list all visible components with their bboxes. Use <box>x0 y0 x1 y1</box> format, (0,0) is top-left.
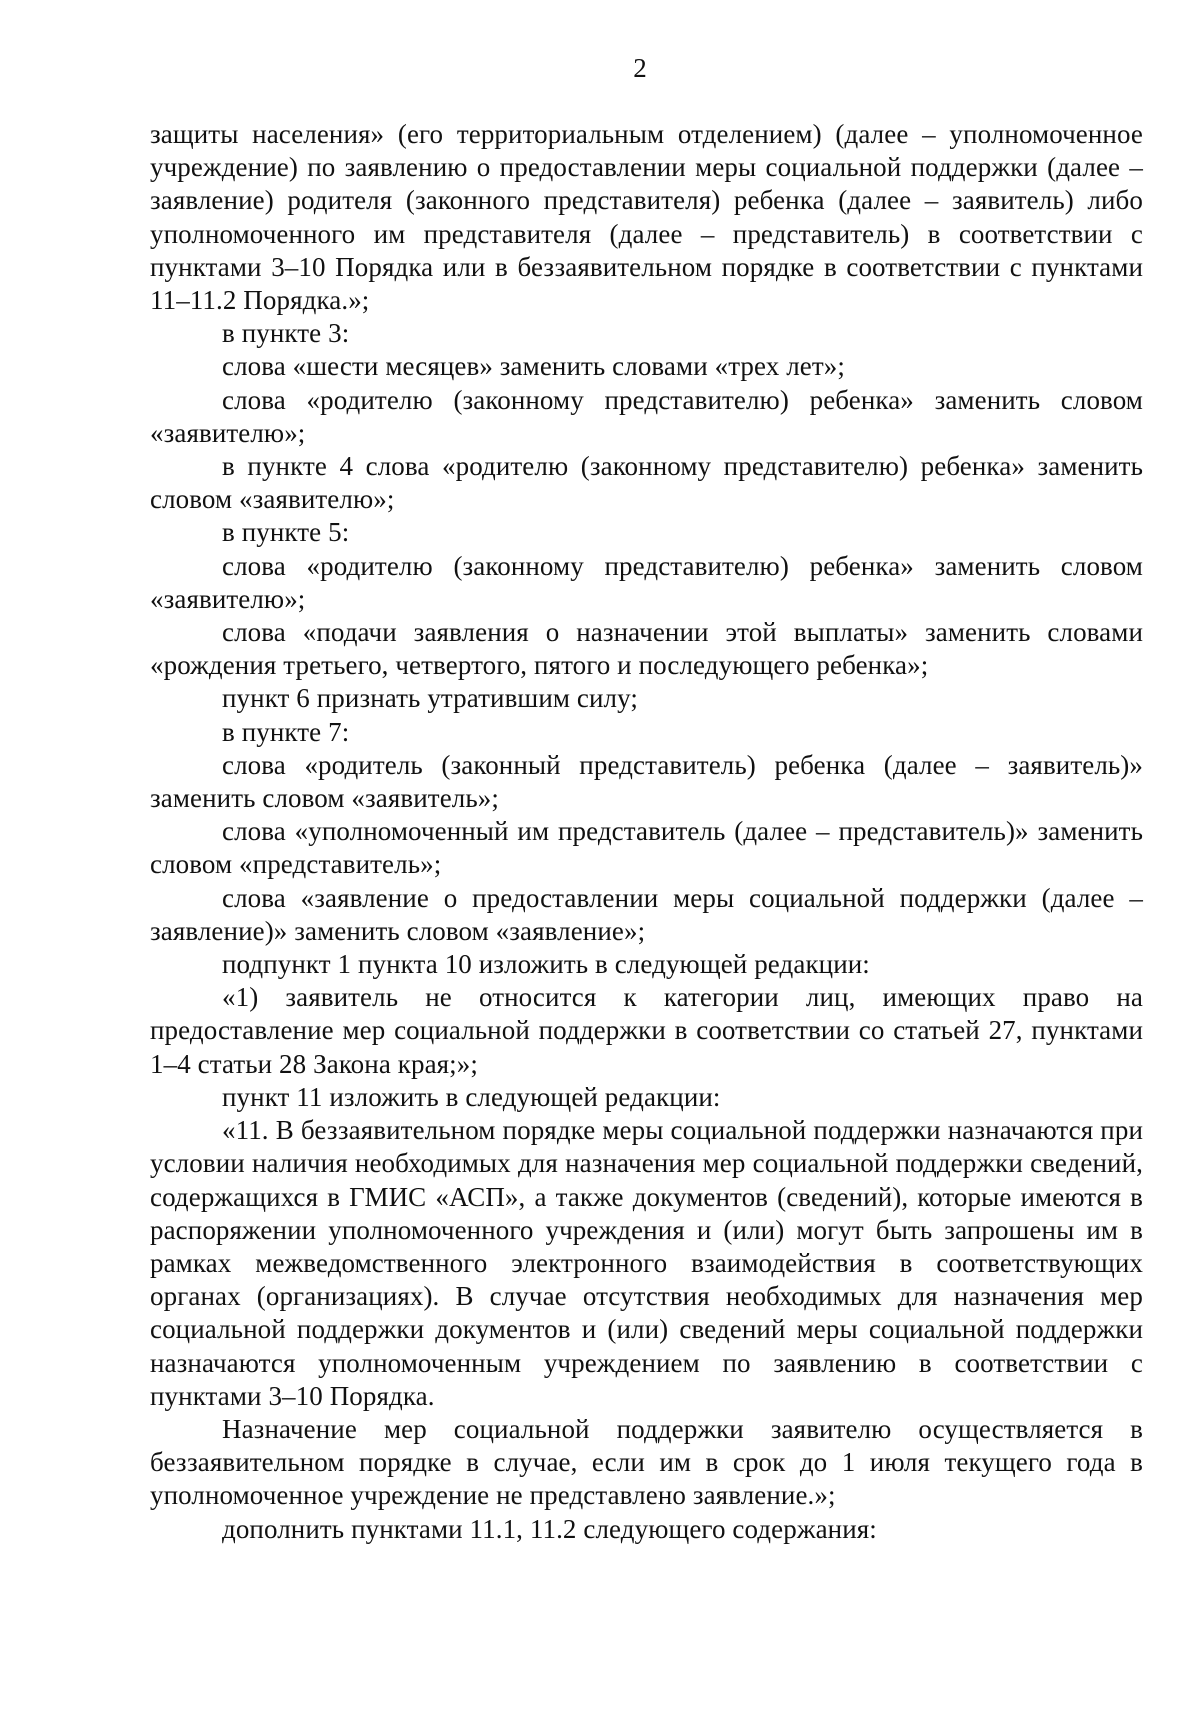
paragraph: Назначение мер социальной поддержки заявителю осуществляется в беззаявительном порядке в случае, если им в срок до 1 июля текущего года в уполномоченное учреждение не представлено заявление.»; <box>150 1413 1143 1511</box>
paragraph: слова «заявление о предоставлении меры социальной поддержки (далее – заявление)» заменить словом «заявление»; <box>150 882 1143 946</box>
page-number: 2 <box>633 53 647 83</box>
paragraph: слова «уполномоченный им представитель (далее – представитель)» заменить словом «представитель»; <box>150 816 1143 880</box>
document-body <box>150 118 1143 1546</box>
paragraph: защиты населения» (его территориальным отделением) (далее – уполномоченное учреждение) по заявлению о предоставлении меры социальной поддержки (далее – заявление) родителя (законного представителя) ребенка (далее – заявитель) либо уполномоченного им представителя (далее – представитель) в соответствии с пунктами 3–10 Порядка или в беззаявительном порядке в соответствии с пунктами 11–11.2 Порядка.»; <box>150 119 1143 316</box>
paragraph: в пункте 7: <box>222 716 350 747</box>
paragraph: слова «родителю (законному представителю) ребенка» заменить словом «заявителю»; <box>150 550 1143 614</box>
paragraph: пункт 6 признать утратившим силу; <box>222 683 638 714</box>
paragraph: слова «подачи заявления о назначении этой выплаты» заменить словами «рождения третьего, четвертого, пятого и последующего ребенка»; <box>150 617 1143 681</box>
paragraph: подпункт 1 пункта 10 изложить в следующей редакции: <box>222 949 870 980</box>
paragraph: дополнить пунктами 11.1, 11.2 следующего содержания: <box>222 1513 877 1544</box>
paragraph: в пункте 5: <box>222 517 350 548</box>
paragraph: слова «родителю (законному представителю) ребенка» заменить словом «заявителю»; <box>150 384 1143 448</box>
paragraph: в пункте 3: <box>222 318 350 349</box>
paragraph: «11. В беззаявительном порядке меры социальной поддержки назначаются при условии наличия необходимых для назначения мер социальной поддержки сведений, содержащихся в ГМИС «АСП», а также документов (сведений), которые имеются в распоряжении уполномоченного учреждения и (или) могут быть запрошены им в рамках межведомственного электронного взаимодействия в соответствующих органах (организациях). В случае отсутствия необходимых для назначения мер социальной поддержки документов и (или) сведений меры социальной поддержки назначаются уполномоченным учреждением по заявлению в соответствии с пунктами 3–10 Порядка. <box>150 1115 1143 1411</box>
paragraph: в пункте 4 слова «родителю (законному представителю) ребенка» заменить словом «заявителю»; <box>150 451 1143 515</box>
paragraph: слова «шести месяцев» заменить словами «трех лет»; <box>222 351 845 382</box>
paragraph: «1) заявитель не относится к категории лиц, имеющих право на предоставление мер социальной поддержки в соответствии со статьей 27, пунктами 1–4 статьи 28 Закона края;»; <box>150 982 1143 1079</box>
paragraph: пункт 11 изложить в следующей редакции: <box>222 1081 721 1112</box>
paragraph: слова «родитель (законный представитель) ребенка (далее – заявитель)» заменить словом «заявитель»; <box>150 749 1143 814</box>
